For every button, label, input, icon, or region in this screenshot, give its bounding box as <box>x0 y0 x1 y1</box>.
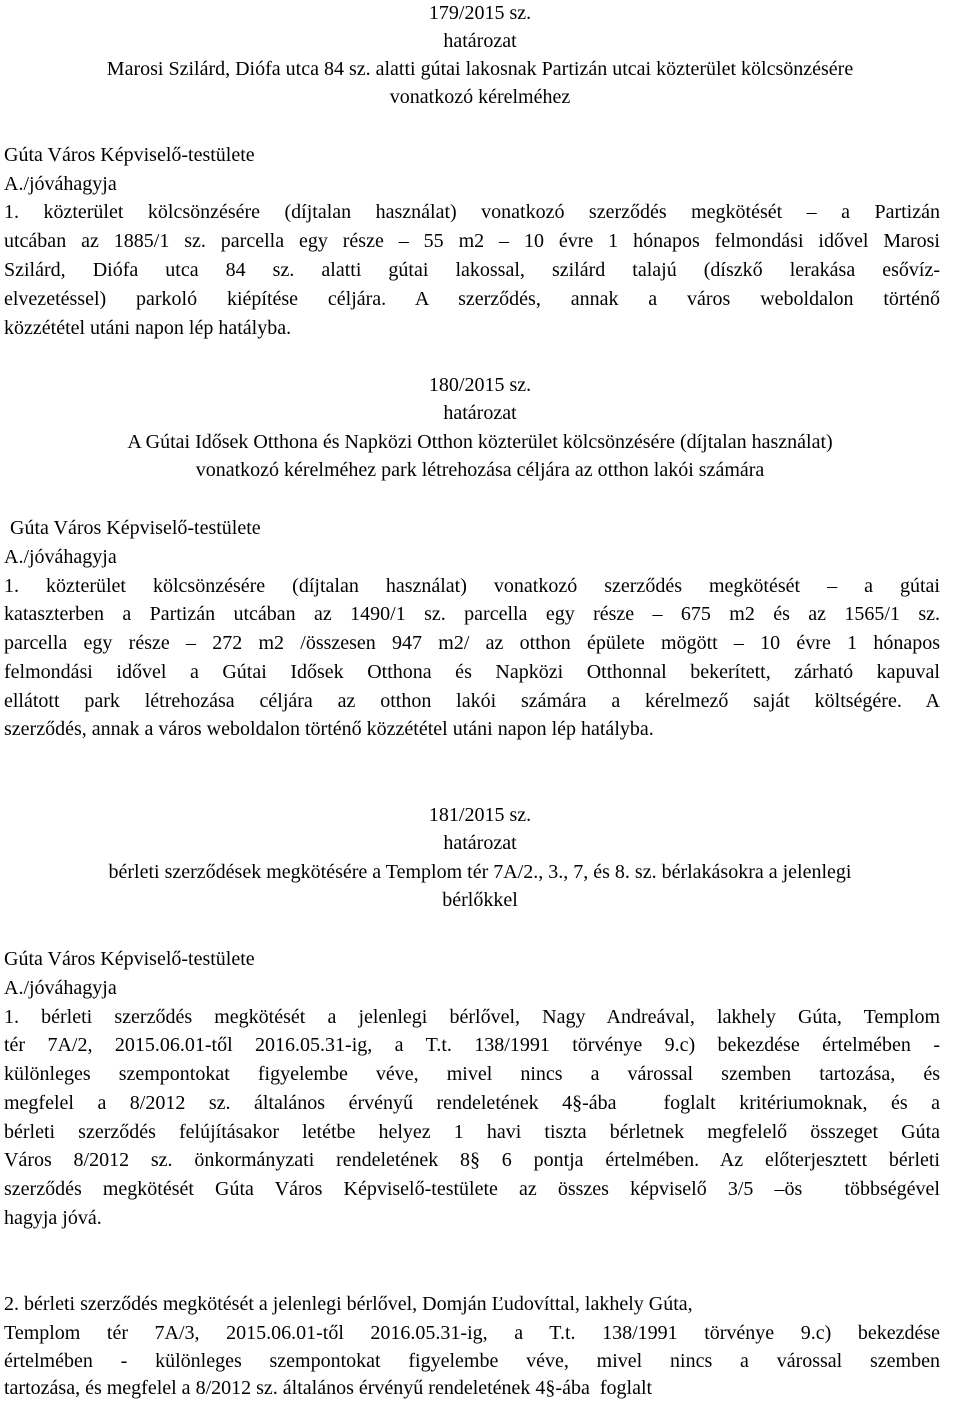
body-text-line: bérleti szerződés felújításakor letétbe helyez 1 havi tiszta bérletnek megfelelő összeget Gúta <box>4 1121 940 1143</box>
body-text-line: hagyja jóvá. <box>4 1207 102 1229</box>
resolution-number: 179/2015 sz. <box>428 2 532 24</box>
body-text-line: ellátott park létrehozása céljára az otthon lakói számára a kérelmező saját költségére. A <box>4 690 940 712</box>
resolution-subject-line: vonatkozó kérelméhez park létrehozása céljára az otthon lakói számára <box>195 459 765 481</box>
decision-label: A./jóváhagyja <box>4 977 117 999</box>
body-text-line: 1. bérleti szerződés megkötését a jelenlegi bérlővel, Nagy Andreával, lakhely Gúta, Templom <box>4 1006 940 1028</box>
resolution-type: határozat <box>443 832 517 854</box>
body-text-line: megfelel a 8/2012 sz. általános érvényű rendeletének 4§-ába foglalt kritériumoknak, és a <box>4 1092 940 1114</box>
body-text-line: felmondási idővel a Gútai Idősek Otthona és Napközi Otthonnal bekerített, zárható kapuval <box>4 661 940 683</box>
resolution-subject-line: bérlőkkel <box>442 889 518 911</box>
resolution-number: 181/2015 sz. <box>428 804 532 826</box>
council-name: Gúta Város Képviselő-testülete <box>4 948 255 970</box>
body-text-line: tartozása, és megfelel a 8/2012 sz. általános érvényű rendeletének 4§-ába foglalt <box>4 1377 653 1399</box>
resolution-subject-line: bérleti szerződések megkötésére a Templom tér 7A/2., 3., 7, és 8. sz. bérlakásokra a jelenlegi <box>108 861 852 883</box>
body-text-line: 2. bérleti szerződés megkötését a jelenlegi bérlővel, Domján Ľudovíttal, lakhely Gúta, <box>4 1293 693 1315</box>
decision-label: A./jóváhagyja <box>4 546 117 568</box>
resolution-type: határozat <box>443 30 517 52</box>
body-text-line: kataszterben a Partizán utcában az 1490/1 sz. parcella egy része – 675 m2 és az 1565/1 sz. <box>4 603 940 625</box>
decision-label: A./jóváhagyja <box>4 173 117 195</box>
body-text-line: értelmében - különleges szempontokat figyelembe véve, mivel nincs a várossal szemben <box>4 1350 940 1372</box>
resolution-subject-line: Marosi Szilárd, Diófa utca 84 sz. alatti gútai lakosnak Partizán utcai közterület kölcsönzésére <box>106 58 854 80</box>
resolution-type: határozat <box>443 402 517 424</box>
body-text-line: elvezetéssel) parkoló kiépítése céljára. A szerződés, annak a város weboldalon történő <box>4 288 940 310</box>
council-name: Gúta Város Képviselő-testülete <box>4 144 255 166</box>
body-text-line: különleges szempontokat figyelembe véve, mivel nincs a várossal szemben tartozása, és <box>4 1063 940 1085</box>
body-text-line: 1. közterület kölcsönzésére (díjtalan használat) vonatkozó szerződés megkötését – a Partizán <box>4 201 940 223</box>
body-text-line: 1. közterület kölcsönzésére (díjtalan használat) vonatkozó szerződés megkötését – a gútai <box>4 575 940 597</box>
body-text-line: parcella egy része – 272 m2 /összesen 947 m2/ az otthon épülete mögött – 10 évre 1 hónapos <box>4 632 940 654</box>
body-text-line: közzététel utáni napon lép hatályba. <box>4 317 292 339</box>
body-text-line: Szilárd, Diófa utca 84 sz. alatti gútai lakossal, szilárd talajú (díszkő lerakása esővíz- <box>4 259 940 281</box>
body-text-line: szerződés megkötését Gúta Város Képviselő-testülete az összes képviselő 3/5 –ös többségével <box>4 1178 940 1200</box>
council-name: Gúta Város Képviselő-testülete <box>10 517 261 539</box>
body-text-line: Templom tér 7A/3, 2015.06.01-től 2016.05.31-ig, a T.t. 138/1991 törvénye 9.c) bekezdése <box>4 1322 940 1344</box>
resolution-subject-line: A Gútai Idősek Otthona és Napközi Otthon közterület kölcsönzésére (díjtalan használat) <box>127 431 833 453</box>
body-text-line: utcában az 1885/1 sz. parcella egy része – 55 m2 – 10 évre 1 hónapos felmondási idővel Marosi <box>4 230 940 252</box>
resolution-subject-line: vonatkozó kérelméhez <box>389 86 571 108</box>
body-text-line: Város 8/2012 sz. önkormányzati rendeletének 8§ 6 pontja értelmében. Az előterjesztett bérleti <box>4 1149 940 1171</box>
resolution-number: 180/2015 sz. <box>428 374 532 396</box>
body-text-line: szerződés, annak a város weboldalon történő közzététel utáni napon lép hatályba. <box>4 718 654 740</box>
body-text-line: tér 7A/2, 2015.06.01-től 2016.05.31-ig, a T.t. 138/1991 törvénye 9.c) bekezdése értelmében - <box>4 1034 940 1056</box>
